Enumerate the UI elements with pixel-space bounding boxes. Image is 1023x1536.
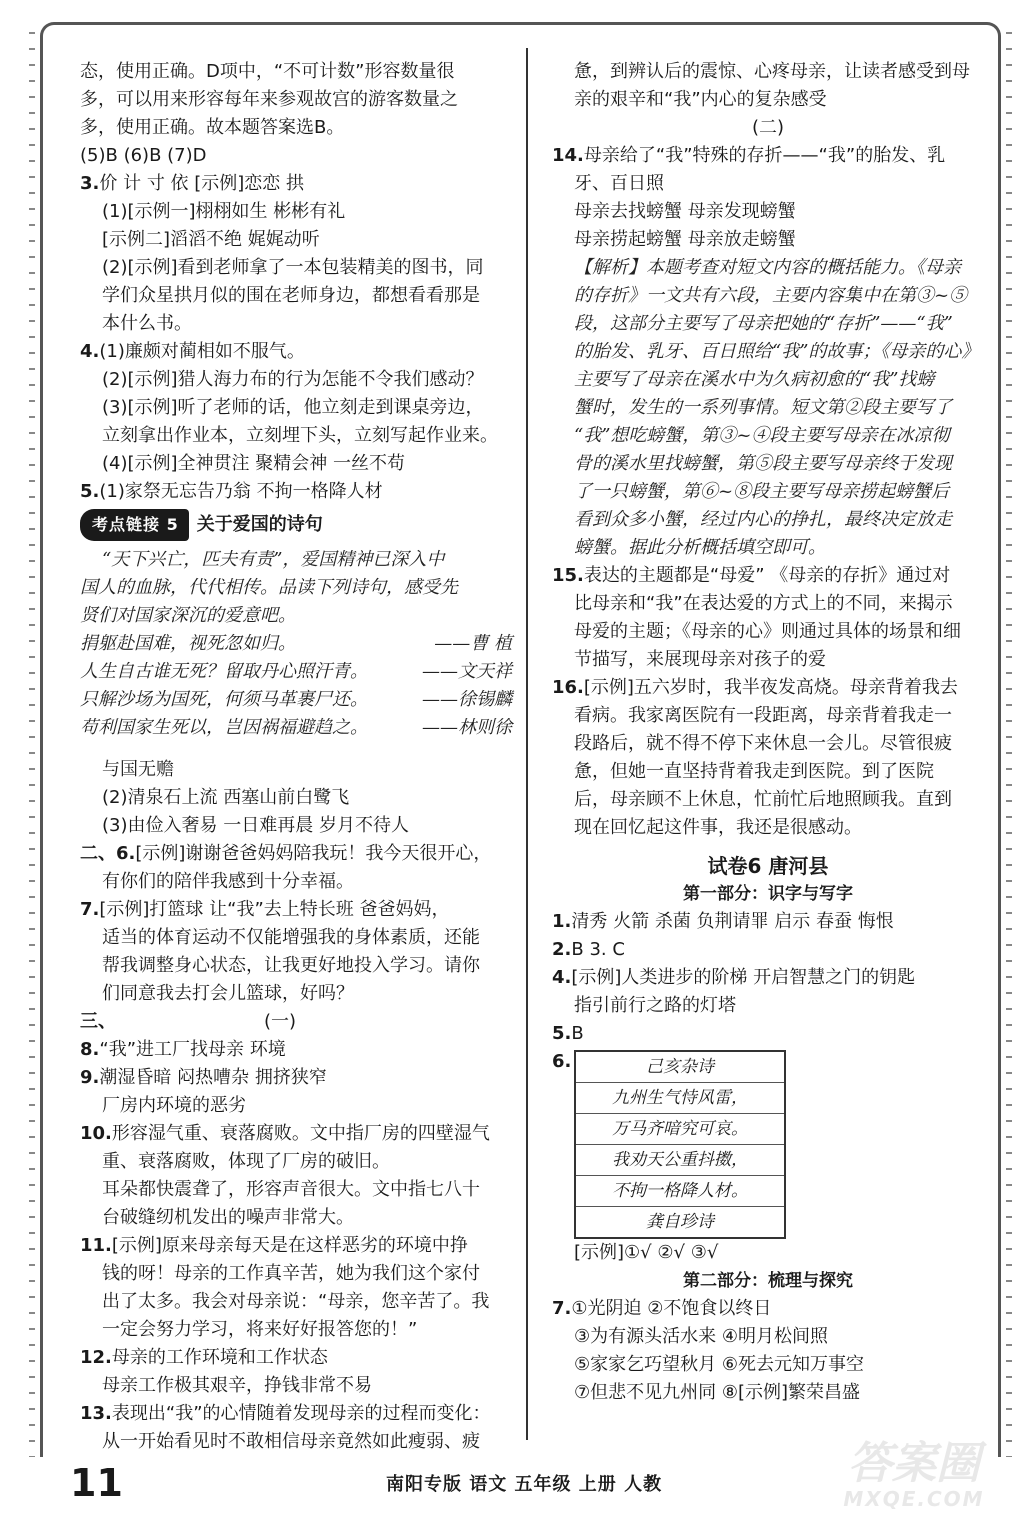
answer-line: (2)清泉石上流 西塞山前白鹭飞: [102, 787, 350, 808]
question-r6: [552, 1048, 984, 1239]
question-number: 14.: [552, 145, 584, 166]
question-r2: [552, 936, 984, 964]
section-three-header: [80, 1008, 512, 1036]
analysis-line: 蟹时，发生的一系列事情。短文第②段主要写了: [574, 397, 952, 418]
answer-line: 耳朵都快震聋了，形容声音很大。文中指七八十: [102, 1179, 480, 1200]
analysis-line: 段，这部分主要写了母亲把她的“存折”——“我”: [574, 313, 953, 334]
answer-line: 看病。我家离医院有一段距离，母亲背着我走一: [574, 705, 952, 726]
banner-tag: 考点链接 5: [80, 509, 189, 541]
answer-text: ①光阴迫 ②不饱食以终日: [571, 1298, 772, 1319]
answer-line: 母亲去找螃蟹 母亲发现螃蟹: [574, 201, 796, 222]
question-13: [80, 1400, 512, 1428]
part-one-title: 第一部分：识字与写字: [683, 884, 853, 904]
poem-row: [80, 714, 512, 742]
analysis-line: 螃蟹。据此分析概括填空即可。: [574, 537, 826, 558]
banner-intro-line: 国人的血脉，代代相传。品读下列诗句，感受先: [80, 577, 458, 598]
poem-author: ——曹 植: [434, 633, 512, 654]
question-number: 5.: [80, 481, 100, 502]
answer-line: (3)[示例]听了老师的话，他立刻走到课桌旁边，: [102, 397, 484, 418]
question-number: 8.: [80, 1039, 100, 1060]
answer-text: 表现出“我”的心情随着发现母亲的过程而变化：: [111, 1403, 491, 1424]
question-number: 5.: [552, 1023, 572, 1044]
answer-line: ③为有源头活水来 ④明月松间照: [574, 1326, 828, 1347]
analysis-line: 的胎发、乳牙、百日照给“我”的故事；《母亲的心》: [574, 341, 980, 362]
answer-line: (1)[示例一]栩栩如生 彬彬有礼: [102, 201, 346, 222]
question-number: 11.: [80, 1235, 112, 1256]
answer-text: 潮湿昏暗 闷热嘈杂 拥挤狭窄: [99, 1067, 327, 1088]
poem-line: 苟利国家生死以，岂因祸福避趋之。: [80, 717, 368, 738]
question-number: 4.: [80, 341, 100, 362]
answer-text: [示例]五六岁时，我半夜发高烧。母亲背着我去: [583, 677, 958, 698]
answer-text: [示例]打篮球 让“我”去上特长班 爸爸妈妈，: [99, 899, 450, 920]
question-number: 二、6.: [80, 843, 136, 864]
question-number: 16.: [552, 677, 584, 698]
answer-line: 母爱的主题；《母亲的心》则通过具体的场景和细: [574, 621, 961, 642]
question-11: [80, 1232, 512, 1260]
answer-line: (2)[示例]猎人海力布的行为怎能不令我们感动？: [102, 369, 484, 390]
answer-line: 母亲捞起螃蟹 母亲放走螃蟹: [574, 229, 796, 250]
question-number: 7.: [552, 1298, 572, 1319]
question-r1: [552, 908, 984, 936]
answer-line: 与国无赡: [102, 759, 174, 780]
analysis-line: 的存折》一文共有六段，主要内容集中在第③~⑤: [574, 285, 968, 306]
answer-line: 指引前行之路的灯塔: [574, 995, 736, 1016]
subsection-label: (二): [751, 117, 785, 138]
answer-line: 厂房内环境的恶劣: [102, 1095, 246, 1116]
question-number: 15.: [552, 565, 584, 586]
analysis-line: 了一只螃蟹，第⑥~⑧段主要写母亲捞起螃蟹后: [574, 481, 950, 502]
answer-line: 牙、百日照: [574, 173, 664, 194]
answer-text: 形容湿气重、衰落腐败。文中指厂房的四壁湿气: [111, 1123, 490, 1144]
answer-text: 母亲的工作环境和工作状态: [111, 1347, 328, 1368]
question-16: [552, 674, 984, 702]
question-3: [80, 170, 512, 198]
analysis-line: 【解析】本题考查对短文内容的概括能力。《母亲: [574, 257, 961, 278]
handwritten-poem-box: [574, 1050, 786, 1239]
topic-banner: [80, 510, 512, 540]
question-number: 2.: [552, 939, 572, 960]
poem-author: ——林则徐: [422, 717, 512, 738]
answer-line: 钱的呀！母亲的工作真辛苦，她为我们这个家付: [102, 1263, 480, 1284]
answer-text: (1)廉颇对蔺相如不服气。: [99, 341, 305, 362]
banner-intro-line: “天下兴亡，匹夫有责”，爱国精神已深入中: [102, 549, 445, 570]
answer-text: B: [571, 1023, 584, 1044]
poem-line: 捐躯赴国难，视死忽如归。: [80, 633, 296, 654]
page-number: 11: [70, 1461, 123, 1505]
poem-box-title: 己亥杂诗: [576, 1052, 784, 1083]
answer-text: B 3. C: [571, 939, 625, 960]
answer-text: 母亲给了“我”特殊的存折——“我”的胎发、乳: [583, 145, 946, 166]
answer-line: 立刻拿出作业本，立刻埋下头，立刻写起作业来。: [102, 425, 498, 446]
question-8: [80, 1036, 512, 1064]
answer-line: 一定会努力学习，将来好好报答您的！”: [102, 1319, 418, 1340]
analysis-line: 骨的溪水里找螃蟹，第⑤段主要写母亲终于发现: [574, 453, 952, 474]
answer-text: [示例]人类进步的阶梯 开启智慧之门的钥匙: [571, 967, 916, 988]
answer-text: “我”进工厂找母亲 环境: [99, 1039, 286, 1060]
poem-row: [80, 686, 512, 714]
question-4: [80, 338, 512, 366]
question-r4: [552, 964, 984, 992]
question-number: 13.: [80, 1403, 112, 1424]
question-7: [80, 896, 512, 924]
question-number: 7.: [80, 899, 100, 920]
question-10: [80, 1120, 512, 1148]
answer-text: [示例]原来母亲每天是在这样恶劣的环境中挣: [111, 1235, 468, 1256]
poem-box-line: 不拘一格降人材。: [576, 1176, 784, 1207]
question-number: 9.: [80, 1067, 100, 1088]
answer-text: 表达的主题都是“母爱” 《母亲的存折》通过对: [583, 565, 951, 586]
question-r5: [552, 1020, 984, 1048]
answer-line: 适当的体育运动不仅能增强我的身体素质，还能: [102, 927, 480, 948]
answer-line: 比母亲和“我”在表达爱的方式上的不同，来揭示: [574, 593, 953, 614]
text-line: 态，使用正确。D项中，“不可计数”形容数量很: [80, 61, 455, 82]
watermark-url: MXQE.COM: [843, 1487, 985, 1511]
question-number: 4.: [552, 967, 572, 988]
answer-line: 后，母亲顾不上休息，忙前忙后地照顾我。直到: [574, 789, 952, 810]
poem-author: ——文天祥: [422, 661, 512, 682]
footer-book-info: 南阳专版 语文 五年级 上册 人教: [386, 1474, 663, 1495]
section-number: 三、: [80, 1011, 116, 1032]
answer-line: 惫，到辨认后的震惊、心疼母亲，让读者感受到母: [574, 61, 970, 82]
banner-title: 关于爱国的诗句: [196, 514, 323, 535]
poem-box-line: 我劝天公重抖擞，: [576, 1145, 784, 1176]
part-two-title: 第二部分：梳理与探究: [683, 1271, 853, 1291]
answer-line: 母亲工作极其艰辛，挣钱非常不易: [102, 1375, 372, 1396]
answer-line: 们同意我去打会儿篮球，好吗？: [102, 983, 354, 1004]
left-column: [80, 58, 512, 1456]
right-column: [552, 58, 984, 1407]
question-number: 10.: [80, 1123, 112, 1144]
poem-box-line: 九州生气恃风雷，: [576, 1083, 784, 1114]
answer-line: 从一开始看见时不敢相信母亲竟然如此瘦弱、疲: [102, 1431, 480, 1452]
answer-text: 清秀 火箭 杀菌 负荆请罪 启示 春蚕 悔恨: [571, 911, 894, 932]
question-15: [552, 562, 984, 590]
poem-line: 只解沙场为国死，何须马革裹尸还。: [80, 689, 368, 710]
answer-line: 出了太多。我会对母亲说：“母亲，您辛苦了。我: [102, 1291, 490, 1312]
analysis-line: 主要写了母亲在溪水中为久病初愈的“我”找螃: [574, 369, 935, 390]
watermark-text: 答案圈: [848, 1438, 980, 1489]
answer-line: 节描写，来展现母亲对孩子的爱: [574, 649, 826, 670]
answer-line: 本什么书。: [102, 313, 192, 334]
answer-text: (1)家祭无忘告乃翁 不拘一格降人材: [99, 481, 383, 502]
question-number: 3.: [80, 173, 100, 194]
question-number: 6.: [552, 1051, 572, 1072]
poem-row: [80, 658, 512, 686]
question-r7: [552, 1295, 984, 1323]
question-12: [80, 1344, 512, 1372]
answer-text: 价 计 寸 依 [示例]恋恋 拱: [99, 173, 305, 194]
answer-line: (2)[示例]看到老师拿了一本包装精美的图书，同: [102, 257, 484, 278]
column-divider: [526, 48, 528, 1440]
paper-title: 试卷6 唐河县: [707, 854, 829, 878]
answer-line: 重、衰落腐败，体现了厂房的破旧。: [102, 1151, 390, 1172]
answer-line: [示例]①√ ②√ ③√: [574, 1242, 719, 1263]
poem-box-author: 龚自珍诗: [646, 1212, 714, 1232]
text-line: (5)B (6)B (7)D: [80, 145, 207, 166]
answer-line: (4)[示例]全神贯注 聚精会神 一丝不苟: [102, 453, 405, 474]
answer-line: ⑦但悲不见九州同 ⑧[示例]繁荣昌盛: [574, 1382, 861, 1403]
answer-line: [示例二]滔滔不绝 娓娓动听: [102, 229, 320, 250]
answer-line: 段路后，就不得不停下来休息一会儿。尽管很疲: [574, 733, 952, 754]
analysis-line: “我”想吃螃蟹，第③~④段主要写母亲在冰凉彻: [574, 425, 950, 446]
answer-line: 台破缝纫机发出的噪声非常大。: [102, 1207, 354, 1228]
question-6: [80, 840, 512, 868]
question-number: 1.: [552, 911, 572, 932]
poem-line: 人生自古谁无死？留取丹心照汗青。: [80, 661, 368, 682]
poem-row: [80, 630, 512, 658]
answer-line: (3)由俭入奢易 一日难再晨 岁月不待人: [102, 815, 409, 836]
poem-box-line: 万马齐喑究可哀。: [576, 1114, 784, 1145]
answer-text: [示例]谢谢爸爸妈妈陪我玩！我今天很开心，: [135, 843, 492, 864]
answer-line: 学们众星拱月似的围在老师身边，都想看看那是: [102, 285, 480, 306]
answer-line: 亲的艰辛和“我”内心的复杂感受: [574, 89, 827, 110]
answer-line: ⑤家家乞巧望秋月 ⑥死去元知万事空: [574, 1354, 864, 1375]
answer-line: 有你们的陪伴我感到十分幸福。: [102, 871, 354, 892]
analysis-line: 看到众多小蟹，经过内心的挣扎，最终决定放走: [574, 509, 952, 530]
question-9: [80, 1064, 512, 1092]
answer-line: 帮我调整身心状态，让我更好地投入学习。请你: [102, 955, 480, 976]
answer-line: 惫，但她一直坚持背着我走到医院。到了医院: [574, 761, 934, 782]
subsection-label: (一): [263, 1011, 296, 1032]
poem-author: ——徐锡麟: [422, 689, 512, 710]
answer-line: 现在回忆起这件事，我还是很感动。: [574, 817, 862, 838]
question-number: 12.: [80, 1347, 112, 1368]
question-14: [552, 142, 984, 170]
watermark-logo: [819, 1440, 1009, 1530]
text-line: 多，使用正确。故本题答案选B。: [80, 117, 345, 138]
question-5: [80, 478, 512, 506]
text-line: 多，可以用来形容每年来参观故宫的游客数量之: [80, 89, 458, 110]
banner-intro-line: 贤们对国家深沉的爱意吧。: [80, 605, 296, 626]
